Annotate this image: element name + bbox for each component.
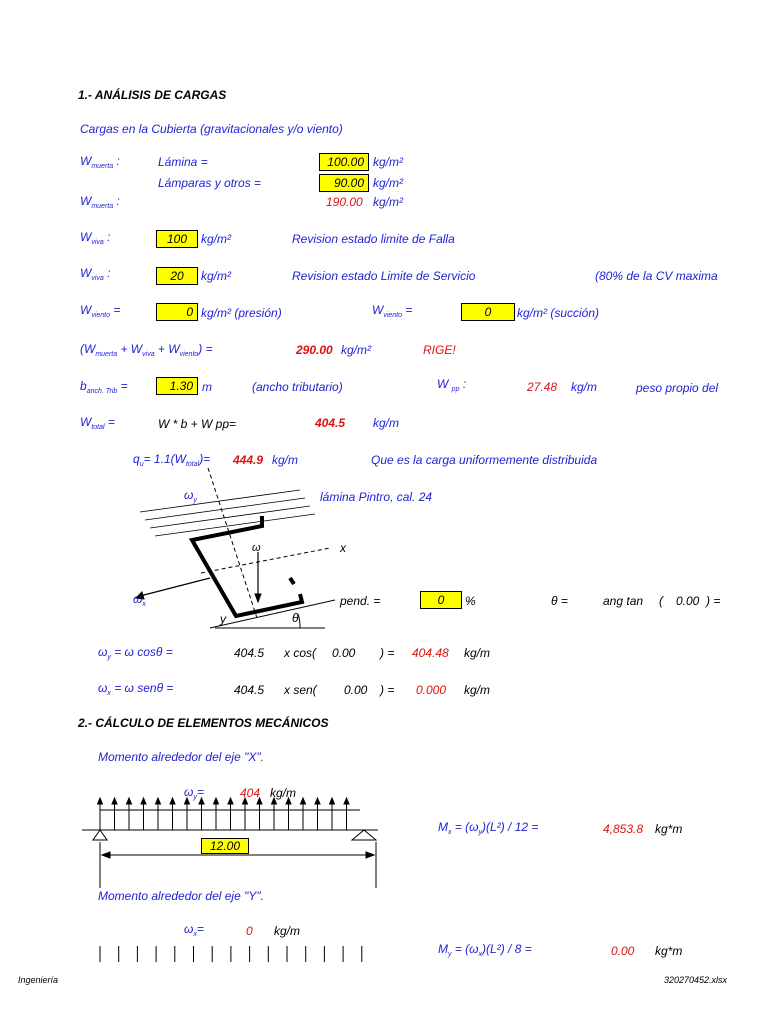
load-arrow-head [127, 798, 132, 804]
lamina-unit: kg/m² [373, 155, 403, 169]
lamina-type-note: lámina Pintro, cal. 24 [320, 490, 433, 504]
mx-unit: kg*m [655, 822, 683, 836]
load-arrow-head [301, 798, 306, 804]
w-pp-unit: kg/m [571, 380, 598, 394]
b-label: $b_{anch. Trib}$ = [80, 379, 128, 395]
wy-cos-label: x cos( [284, 646, 317, 660]
b-note: (ancho tributario) [252, 380, 343, 394]
beam-span-input[interactable]: 12.00 [201, 838, 249, 854]
load-arrow-head [315, 798, 320, 804]
load-arrow-head [330, 798, 335, 804]
load-arrow-head [228, 798, 233, 804]
wy-result: 404.48 [412, 646, 449, 660]
mx-formula: $M_x = (\omega_y)(L^2) / 12$ = [438, 820, 539, 836]
beam-y-load-value: 0 [246, 924, 253, 938]
w-viva-label-1: $W_{viva}$ : [80, 230, 111, 246]
load-arrows-x [98, 798, 350, 830]
qu-formula: $q_u= 1.1(W_{total})=$ [133, 452, 211, 468]
w-total-unit: kg/m [373, 416, 400, 430]
load-arrow-head [141, 798, 146, 804]
w-viva-falla-input[interactable]: 100 [156, 230, 198, 248]
pend-input[interactable]: 0 [420, 591, 462, 609]
w-pp-note: peso propio del [636, 381, 719, 395]
qu-note: Que es la carga uniformemente distribuida [371, 453, 598, 467]
w-viento-presion-label: $W_{viento}$ = [80, 303, 121, 319]
pend-percent: % [465, 594, 476, 608]
lamina-label: Lámina = [158, 155, 208, 169]
lamparas-unit: kg/m² [373, 176, 403, 190]
lamparas-label: Lámparas y otros = [158, 176, 262, 190]
w-viva-servicio-input[interactable]: 20 [156, 267, 198, 285]
my-heading: Momento alrededor del eje "Y". [98, 889, 264, 903]
load-arrow-head [112, 798, 117, 804]
rige-flag: RIGE! [423, 343, 456, 357]
diagram-y-axis-label: y [220, 612, 226, 626]
theta-eq-label: θ = [551, 594, 568, 608]
w-viva-servicio-note: Revision estado Limite de Servicio [292, 269, 476, 283]
w-total-value: 404.5 [315, 416, 346, 430]
w-muerta-total-label: $W_{muerta}$ : [80, 194, 120, 210]
w-pp-value: 27.48 [527, 380, 558, 394]
beam-x-load-label: $\omega_y=$ [184, 785, 204, 801]
w-total-label: $W_{total}$ = [80, 415, 115, 431]
w-viento-presion-input[interactable]: 0 [156, 303, 198, 321]
wy-angle: 0.00 [332, 646, 356, 660]
section-1-subtitle: Cargas en la Cubierta (gravitacionales y/o viento) [80, 122, 343, 136]
diagram-theta-label: θ [292, 611, 299, 625]
wx-angle: 0.00 [344, 683, 368, 697]
angtan-paren-close: ) = [706, 594, 721, 608]
w-viva-label-2: $W_{viva}$ : [80, 266, 111, 282]
sum-unit: kg/m² [341, 343, 371, 357]
w-viento-succion-input[interactable]: 0 [461, 303, 515, 321]
beam-x-load-unit: kg/m [270, 786, 297, 800]
diagram-x-axis-label: x [340, 541, 346, 555]
sum-formula: $(W_{muerta} + W_{viva} + W_{viento})$ = [80, 342, 213, 358]
my-formula: $M_y = (\omega_x)(L^2) / 8$ = [438, 942, 532, 958]
beam-x-load-value: 404 [240, 786, 261, 800]
beam-y-load-unit: kg/m [274, 924, 301, 938]
beam-diagram-y [100, 946, 362, 962]
my-unit: kg*m [655, 944, 683, 958]
w-muerta-total-unit: kg/m² [373, 195, 403, 209]
mx-heading: Momento alrededor del eje "X". [98, 750, 264, 764]
w-muerta-label: $W_{muerta}$ : [80, 154, 120, 170]
load-arrow-head [156, 798, 161, 804]
w-viva-falla-unit: kg/m² [201, 232, 231, 246]
footer-left: Ingeniería [18, 975, 59, 985]
b-input[interactable]: 1.30 [156, 377, 198, 395]
wx-result: 0.000 [416, 683, 447, 697]
w-viva-servicio-note2: (80% de la CV maxima [595, 269, 718, 283]
sum-value: 290.00 [296, 343, 333, 357]
qu-unit: kg/m [272, 453, 299, 467]
diagram-omega-y-label: $\omega_y$ [184, 488, 197, 504]
w-viento-succion-label: $W_{viento}$ = [372, 303, 413, 319]
footer-filename: 320270452.xlsx [664, 975, 728, 985]
wy-base-value: 404.5 [234, 646, 265, 660]
section-2-title: 2.- CÁLCULO DE ELEMENTOS MECÁNICOS [78, 716, 329, 730]
wx-base-value: 404.5 [234, 683, 265, 697]
beam-y-load-label: $\omega_x=$ [184, 922, 204, 938]
w-total-formula: W * b + W pp= [158, 417, 237, 431]
w-viento-succion-unit: kg/m² (succión) [517, 306, 600, 320]
diagram-omega-label: ω [252, 542, 261, 554]
wx-sen-label: x sen( [284, 683, 317, 697]
w-viva-servicio-unit: kg/m² [201, 269, 231, 283]
lamina-input[interactable]: 100.00 [319, 153, 369, 171]
wy-unit: kg/m [464, 646, 491, 660]
w-viva-falla-note: Revision estado limite de Falla [292, 232, 455, 246]
load-arrow-head [344, 798, 349, 804]
purlin-section-diagram [136, 468, 335, 628]
wy-formula: $\omega_y = \omega$ cosθ = [98, 645, 173, 661]
angtan-label: ang tan [603, 594, 644, 608]
load-arrow-head [170, 798, 175, 804]
wx-formula: $\omega_x = \omega$ senθ = [98, 681, 174, 697]
qu-value: 444.9 [233, 453, 264, 467]
lamparas-input[interactable]: 90.00 [319, 174, 369, 192]
pend-label: pend. = [340, 594, 381, 608]
angtan-value: 0.00 [676, 594, 700, 608]
w-muerta-total-value: 190.00 [326, 195, 363, 209]
angtan-paren-open: ( [659, 594, 663, 608]
load-arrow-head [98, 798, 103, 804]
b-unit: m [202, 380, 212, 394]
mx-value: 4,853.8 [603, 822, 644, 836]
wx-unit: kg/m [464, 683, 491, 697]
my-value: 0.00 [611, 944, 635, 958]
w-viento-presion-unit: kg/m² (presión) [201, 306, 282, 320]
w-pp-label: W $_{pp}$ : [437, 377, 467, 393]
wx-close: ) = [380, 683, 395, 697]
section-1-title: 1.- ANÁLISIS DE CARGAS [78, 88, 227, 102]
diagram-omega-x-label: $\omega_x$ [133, 592, 146, 608]
load-arrow-head [214, 798, 219, 804]
load-ticks-y [100, 946, 362, 962]
wy-close: ) = [380, 646, 395, 660]
